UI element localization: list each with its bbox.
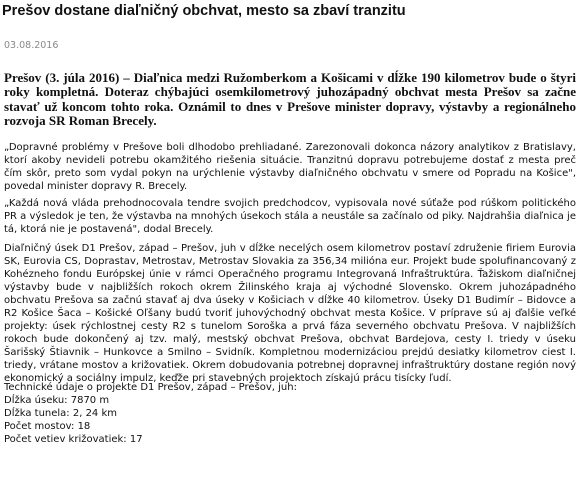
article-title: Prešov dostane diaľničný obchvat, mesto sa zbaví tranzitu bbox=[2, 3, 406, 19]
article-paragraph: „Dopravné problémy v Prešove boli dlhodobo prehliadané. Zarezonovali dokonca názory analytikov z Bratislavy, ktorí akoby nevideli potrebu okamžitého riešenia situácie. Tranzitnú dopravu potrebujeme dostať z mesta preč čím skôr, preto som vydal pokyn na urýchlenie výstavby diaľničného obchvatu v smere od Popradu na Košice", povedal minister dopravy R. Brecely. bbox=[4, 142, 576, 192]
specs-item: Počet mostov: 18 bbox=[4, 421, 91, 432]
article-lead: Prešov (3. júla 2016) – Diaľnica medzi Ružomberkom a Košicami v dĺžke 190 kilometrov bude o štyri roky kompletná. Doteraz chýbajúci osemkilometrový juhozápadný obchvat mesta Prešov sa začne stavať už koncom tohto roka. Oznámil to dnes v Prešove minister dopravy, výstavby a regionálneho rozvoja SR Roman Brecely. bbox=[4, 70, 576, 129]
technical-specs bbox=[4, 381, 576, 446]
specs-heading: Technické údaje o projekte D1 Prešov, západ – Prešov, juh: bbox=[4, 382, 297, 393]
specs-item: Dĺžka úseku: 7870 m bbox=[4, 395, 110, 406]
specs-item: Dĺžka tunela: 2, 24 km bbox=[4, 408, 118, 419]
article-paragraph: „Každá nová vláda prehodnocovala tendre svojich predchodcov, vypisovala nové súťaže pod rúškom politického PR a výsledok je ten, že výstavba na mnohých úsekoch stála a neustále sa začínalo od piky. Najdrahšia diaľnica je tá, ktorá nie je postavená", dodal Brecely. bbox=[4, 198, 576, 235]
article-date: 03.08.2016 bbox=[4, 40, 59, 51]
article-paragraph: Diaľničný úsek D1 Prešov, západ – Prešov, juh v dĺžke necelých osem kilometrov postaví združenie firiem Eurovia SK, Eurovia CS, Doprastav, Metrostav, Metrostav Slovakia za 356,34 milióna eur. Projekt bude spolufinancovaný z Kohézneho fondu Európskej únie v rámci Operačného programu Integrovaná Infraštruktúra. Ťažiskom diaľničnej výstavby bude v najbližších rokoch okrem Žilinského kraja aj východné Slovensko. Okrem juhozápadného obchvatu Prešova sa začnú stavať aj dva úseky v Košiciach v dĺžke 40 kilometrov. Úseky D1 Budimír – Bidovce a R2 Košice Šaca – Košické Oľšany budú tvoriť juhovýchodný obchvat mesta Košice. V príprave sú aj ďalšie veľké projekty: úsek rýchlostnej cesty R2 s tunelom Soroška a prvá fáza severného obchvatu Prešova. V najbližších rokoch bude dokončený aj tzv. malý, mestský obchvat Prešova, obchvat Bardejova, cesty I. triedy v úseku Šarišský Štiavnik – Hunkovce a Smilno – Svidník. Kompletnou modernizáciou prejdú desiatky kilometrov ciest I. triedy, vrátane mostov a križovatiek. Okrem dobudovania potrebnej dopravnej infraštruktúry dostane región nový ekonomický a sociálny impulz, keďže pri stavebných projektoch získajú prácu tisícky ľudí. bbox=[4, 243, 576, 384]
specs-item: Počet vetiev križovatiek: 17 bbox=[4, 434, 143, 445]
